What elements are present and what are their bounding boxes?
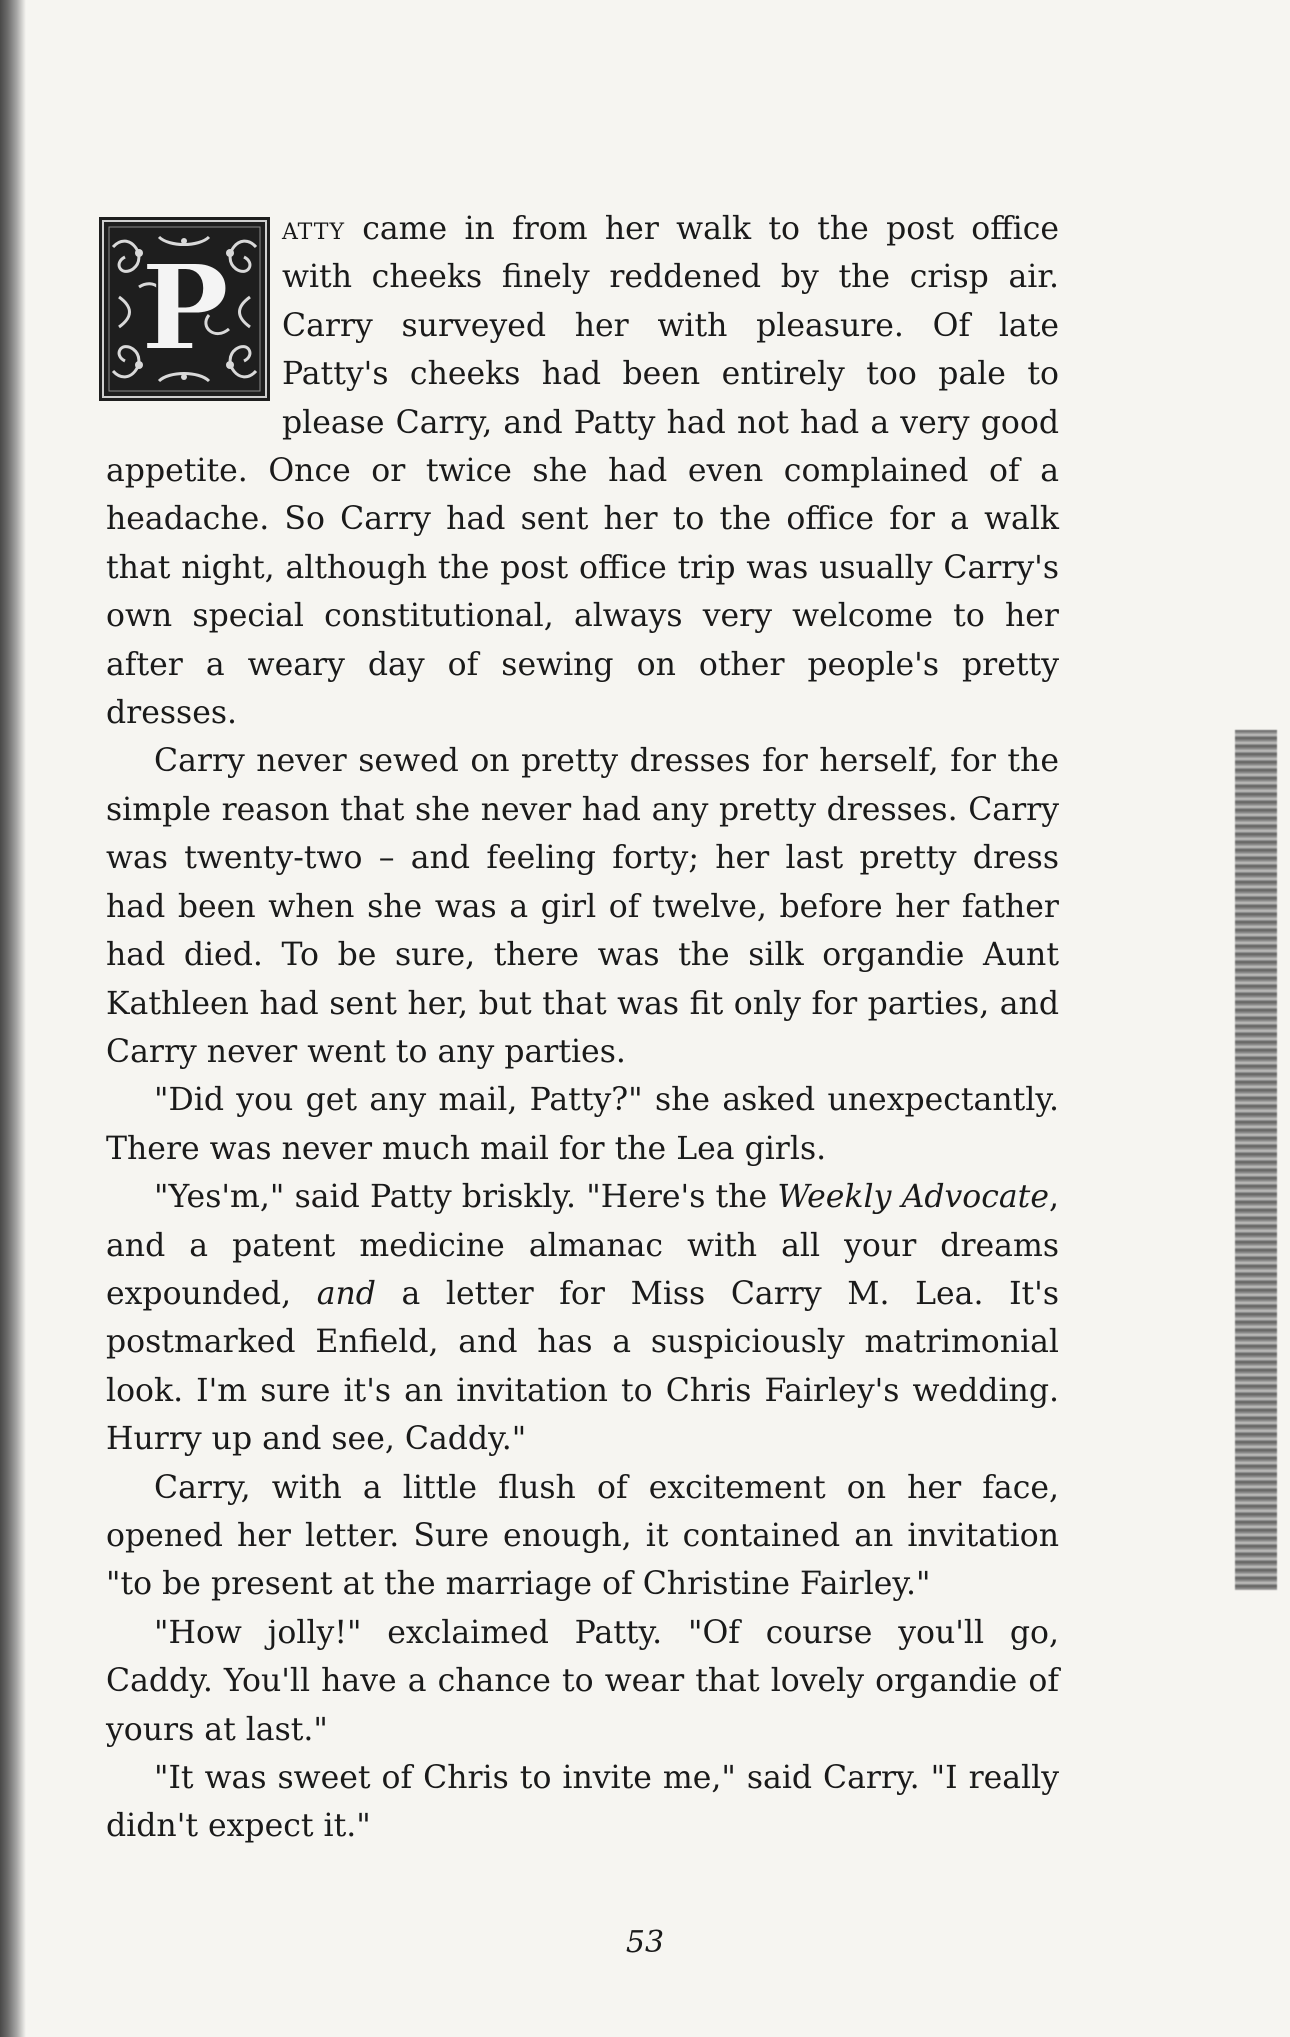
dropcap-letter-text: P bbox=[140, 238, 230, 377]
page-number: 53 bbox=[625, 1925, 665, 1960]
paragraph-3: "Did you get any mail, Patty?" she asked unexpectantly. There was never much mail for the Lea girls. bbox=[106, 1082, 1059, 1167]
dropcap-letter bbox=[99, 217, 270, 401]
paragraph-4-part-b: , and a patent medicine almanac with all your dreams expounded, bbox=[106, 1179, 1059, 1312]
paragraph-6: "How jolly!" exclaimed Patty. "Of course you'll go, Caddy. You'll have a chance to wear that lovely organdie of yours at last." bbox=[106, 1614, 1059, 1748]
paragraph-5: Carry, with a little flush of excitement on her face, opened her letter. Sure enough, it contained an invitation "to be present at the marriage of Christine Fairley." bbox=[106, 1469, 1059, 1603]
paragraph-1 bbox=[106, 205, 1059, 737]
binding-shadow bbox=[0, 0, 26, 2037]
paragraph-4 bbox=[106, 1173, 1059, 1463]
paragraph-4-part-a: "Yes'm," said Patty briskly. "Here's the bbox=[154, 1179, 778, 1216]
paragraph-1-text: came in from her walk to the post office with cheeks finely reddened by the crisp air. Carry surveyed her with pleasure. Of late Patty's cheeks had been entirely too pale to please Carry, and Patty had not had a very good appetite. Once or twice she had even complained of a headache. So Carry had sent her to the office for a walk that night, although the post office trip was usually Carry's own special constitutional, always very welcome to her after a weary day of sewing on other people's pretty dresses. bbox=[106, 211, 1059, 732]
ornamental-dropcap bbox=[99, 217, 270, 401]
paragraph-4-italic-title: Weekly Advocate bbox=[777, 1179, 1049, 1216]
lead-small-caps: atty bbox=[282, 211, 345, 247]
paragraph-7: "It was sweet of Chris to invite me," said Carry. "I really didn't expect it." bbox=[106, 1760, 1059, 1845]
scan-artifact-strip bbox=[1235, 730, 1277, 1590]
paragraph-2: Carry never sewed on pretty dresses for herself, for the simple reason that she never had any pretty dresses. Carry was twenty-two – and feeling forty; her last pretty dress had been when she was a girl of twelve, before her father had died. To be sure, there was the silk organdie Aunt Kathleen had sent her, but that was fit only for parties, and Carry never went to any parties. bbox=[106, 743, 1059, 1070]
page-body bbox=[106, 205, 1059, 1851]
paragraph-4-italic-and: and bbox=[316, 1275, 376, 1312]
paragraph-4-part-c: a letter for Miss Carry M. Lea. It's postmarked Enfield, and has a suspiciously matrimonial look. I'm sure it's an invitation to Chris Fairley's wedding. Hurry up and see, Caddy." bbox=[106, 1275, 1059, 1458]
